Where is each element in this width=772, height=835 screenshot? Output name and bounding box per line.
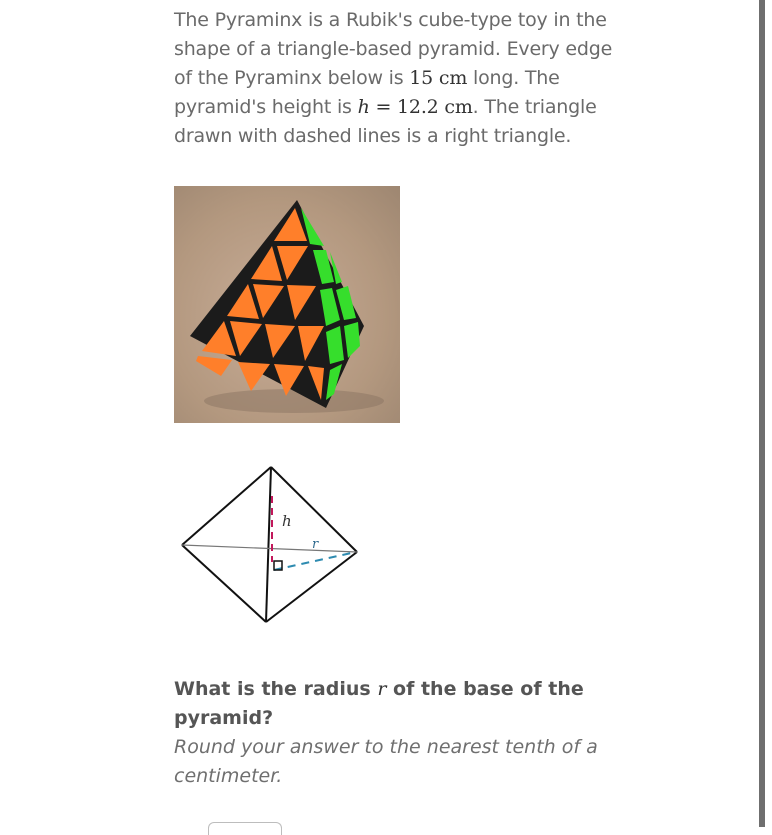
problem-text: [174, 6, 624, 151]
intro-part-1: The Pyraminx is a Rubik's cube-type toy in the shape of a triangle-based pyramid. Every edge of the Pyraminx below is: [174, 9, 613, 89]
height-label: h: [282, 512, 292, 530]
edge-line: [182, 545, 266, 622]
question-variable: r: [377, 678, 387, 700]
question: [174, 675, 604, 791]
height-value: = 12.2 cm: [369, 96, 473, 118]
edge-length: 15 cm: [409, 67, 468, 89]
pyramid-diagram: [174, 462, 374, 632]
question-hint: Round your answer to the nearest tenth of a centimeter.: [174, 736, 598, 787]
radius-label: r: [312, 537, 319, 552]
intro-part-3: . The triangle drawn with dashed lines is a right triangle.: [174, 96, 597, 147]
edge-line: [182, 467, 271, 545]
height-variable: h: [357, 96, 370, 118]
answer-input[interactable]: [208, 822, 282, 835]
edge-line: [266, 552, 357, 622]
back-edge-line: [182, 545, 357, 552]
intro-part-2: long. The pyramid's height is: [174, 67, 560, 118]
edge-line: [266, 467, 271, 622]
question-prompt: [174, 675, 604, 733]
question-part-2: of the base of the pyramid?: [174, 678, 584, 729]
pyraminx-photo: [174, 186, 400, 423]
problem-intro: [174, 6, 624, 151]
scrollbar[interactable]: [759, 0, 765, 827]
question-part-1: What is the radius: [174, 678, 378, 700]
